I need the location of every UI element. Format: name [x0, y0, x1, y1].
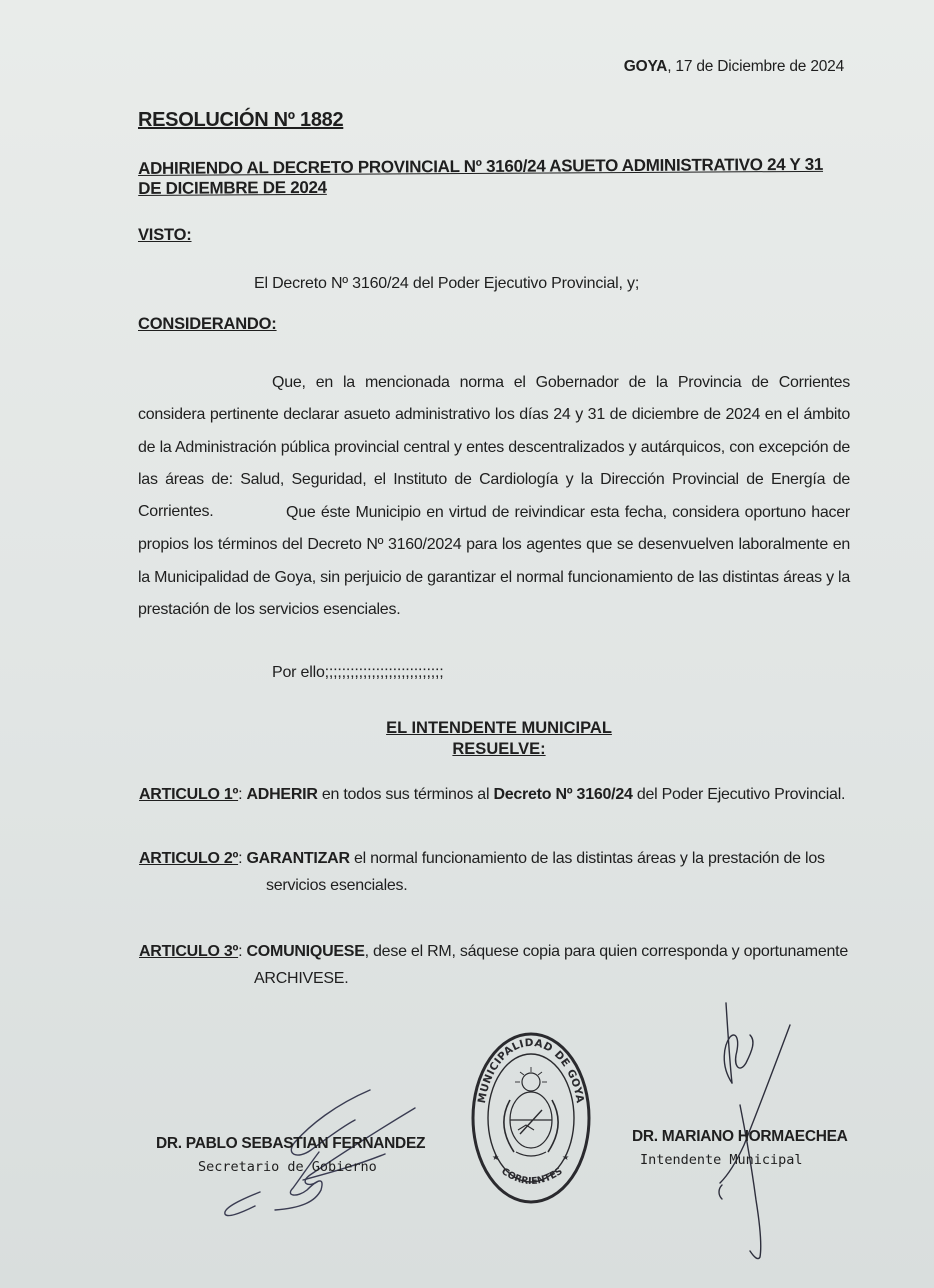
- coat-of-arms-icon: [504, 1067, 558, 1156]
- article-2-text-a: el normal funcionamiento de las distintas áreas y la prestación de los: [349, 850, 825, 867]
- article-3-sep: :: [238, 943, 247, 960]
- considerando-paragraph-1: Que, en la mencionada norma el Gobernador de la Provincia de Corrientes considera pertinente declarar asueto administrativo los días 24 y 31 de diciembre de 2024 en el ámbito de la Administración pública provincial central y entes descentralizados y autárquicos, con excepción de las áreas de: Salud, Seguridad, el Instituto de Cardiología y la Dirección Provincial de Energía de Corrientes.: [138, 374, 850, 521]
- visto-text: El Decreto Nº 3160/24 del Poder Ejecutivo Provincial, y;: [254, 275, 640, 292]
- resuelve-heading: RESUELVE:: [452, 740, 546, 758]
- visto-label: VISTO:: [138, 226, 192, 244]
- article-2: [139, 845, 851, 899]
- svg-text:★: ★: [492, 1153, 500, 1162]
- intendente-heading: EL INTENDENTE MUNICIPAL: [386, 719, 612, 737]
- por-ello: Por ello;;;;;;;;;;;;;;;;;;;;;;;;;;;;: [272, 664, 444, 681]
- article-1-sep: :: [238, 786, 247, 803]
- article-3-label: ARTICULO 3º: [139, 943, 239, 960]
- article-3-verb: COMUNIQUESE: [246, 943, 365, 960]
- municipal-seal-stamp: [470, 1030, 592, 1206]
- article-1-decree-ref: Decreto Nº 3160/24: [493, 786, 633, 803]
- resolution-title: RESOLUCIÓN Nº 1882: [138, 109, 344, 131]
- article-1-verb: ADHERIR: [246, 786, 318, 803]
- article-3-text-a: , dese el RM, sáquese copia para quien corresponda y oportunamente: [364, 943, 849, 960]
- article-3: [139, 938, 851, 992]
- article-2-verb: GARANTIZAR: [246, 850, 350, 867]
- secretary-name: DR. PABLO SEBASTIAN FERNANDEZ: [156, 1135, 426, 1152]
- resolve-heading: [340, 718, 658, 760]
- article-1-label: ARTICULO 1º: [139, 786, 239, 803]
- city: GOYA: [623, 58, 668, 75]
- date-line: [624, 58, 844, 76]
- article-2-label: ARTICULO 2º: [139, 850, 239, 867]
- article-1: [139, 781, 851, 808]
- stamp-bottom-text: CORRIENTES: [499, 1165, 565, 1188]
- article-1-text-b: del Poder Ejecutivo Provincial.: [632, 786, 846, 803]
- date: , 17 de Diciembre de 2024: [667, 58, 844, 75]
- secretary-role: Secretario de Gobierno: [198, 1159, 377, 1175]
- article-3-text-b: ARCHIVESE.: [254, 970, 349, 987]
- considerando-label: CONSIDERANDO:: [138, 315, 277, 333]
- article-1-text-a: en todos sus términos al: [317, 786, 494, 803]
- mayor-role: Intendente Municipal: [640, 1152, 803, 1168]
- svg-text:CORRIENTES: [499, 1166, 565, 1187]
- article-2-text-b: servicios esenciales.: [266, 877, 408, 894]
- stamp-top-text: MUNICIPALIDAD DE GOYA: [475, 1036, 587, 1105]
- resolution-subject: ADHIRIENDO AL DECRETO PROVINCIAL Nº 3160/24 ASUETO ADMINISTRATIVO 24 Y 31 DE DICIEMBRE DE 2024: [138, 154, 824, 198]
- article-2-sep: :: [238, 850, 247, 867]
- mayor-name: DR. MARIANO HORMAECHEA: [632, 1128, 848, 1145]
- svg-text:★: ★: [562, 1153, 570, 1162]
- considerando-paragraph-2: Que éste Municipio en virtud de reivindicar esta fecha, considera oportuno hacer propios los términos del Decreto Nº 3160/2024 para los agentes que se desenvuelven laboralmente en la Municipalidad de Goya, sin perjuicio de garantizar el normal funcionamiento de las distintas áreas y la prestación de los servicios esenciales.: [138, 504, 850, 618]
